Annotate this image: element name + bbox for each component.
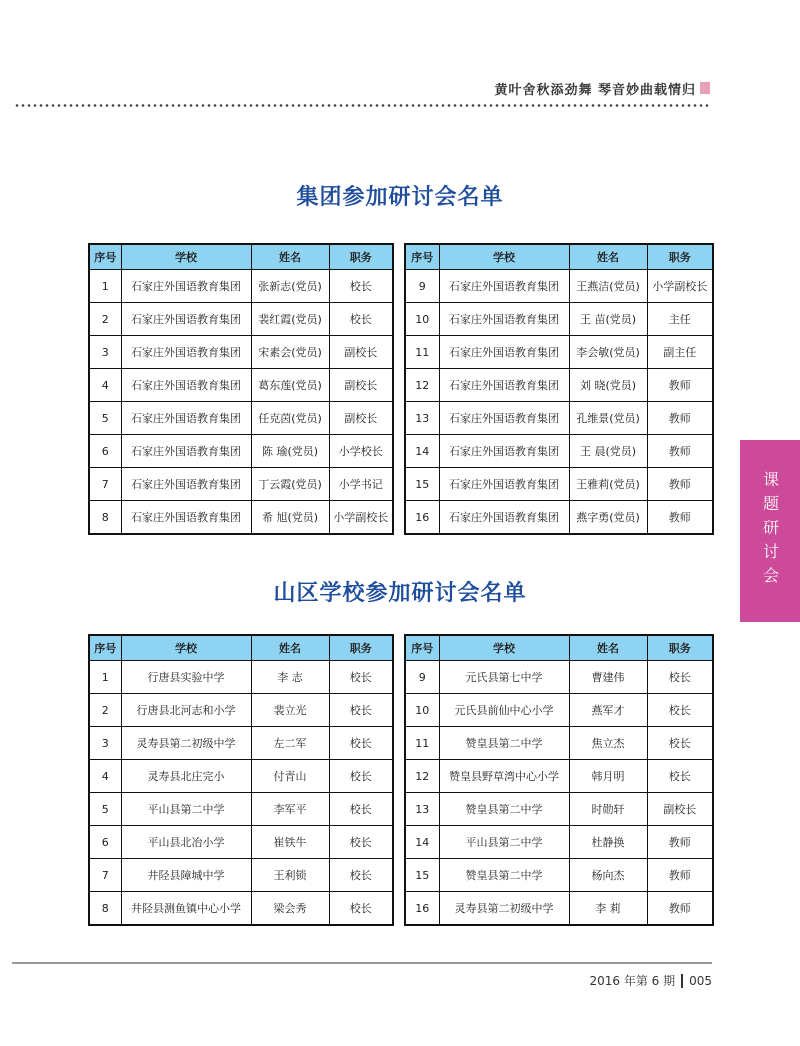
table-row [405, 826, 713, 859]
col-position-cell: 小学副校长 [647, 270, 713, 303]
col-position-cell: 校长 [329, 303, 393, 336]
col-name-cell: 李 志 [251, 661, 329, 694]
col-name-cell: 杨向杰 [569, 859, 647, 892]
group-table-right [404, 243, 714, 535]
col-school-cell: 元氏县第七中学 [439, 661, 569, 694]
col-position-cell: 副校长 [329, 336, 393, 369]
col-position-header: 职务 [329, 244, 393, 270]
col-name-cell: 王燕洁(党员) [569, 270, 647, 303]
col-name-cell: 张新志(党员) [251, 270, 329, 303]
col-position-cell: 小学书记 [329, 468, 393, 501]
table-row [89, 402, 393, 435]
col-no-cell: 5 [89, 402, 121, 435]
col-name-cell: 希 旭(党员) [251, 501, 329, 535]
table-row [405, 402, 713, 435]
col-school-cell: 石家庄外国语教育集团 [439, 435, 569, 468]
col-no-header: 序号 [405, 244, 439, 270]
col-school-cell: 井陉县测鱼镇中心小学 [121, 892, 251, 926]
col-no-cell: 10 [405, 303, 439, 336]
col-no-cell: 11 [405, 727, 439, 760]
col-position-cell: 教师 [647, 892, 713, 926]
table-row [89, 793, 393, 826]
col-name-cell: 任克茵(党员) [251, 402, 329, 435]
col-school-cell: 石家庄外国语教育集团 [439, 270, 569, 303]
col-position-cell: 校长 [329, 661, 393, 694]
col-no-cell: 14 [405, 826, 439, 859]
table-row [89, 661, 393, 694]
col-school-cell: 石家庄外国语教育集团 [439, 468, 569, 501]
col-position-cell: 校长 [329, 892, 393, 926]
table-row [405, 694, 713, 727]
table-header-row [405, 244, 713, 270]
col-school-cell: 石家庄外国语教育集团 [121, 270, 251, 303]
table-row [405, 303, 713, 336]
col-position-cell: 小学校长 [329, 435, 393, 468]
col-school-cell: 石家庄外国语教育集团 [121, 303, 251, 336]
col-no-header: 序号 [405, 635, 439, 661]
table-header-row [405, 635, 713, 661]
col-position-cell: 校长 [329, 727, 393, 760]
col-school-cell: 平山县北冶小学 [121, 826, 251, 859]
table-row [89, 336, 393, 369]
col-no-cell: 9 [405, 270, 439, 303]
footer [589, 972, 712, 989]
col-school-cell: 石家庄外国语教育集团 [121, 402, 251, 435]
col-no-cell: 12 [405, 760, 439, 793]
col-school-cell: 石家庄外国语教育集团 [439, 336, 569, 369]
table-row [405, 859, 713, 892]
col-position-cell: 教师 [647, 435, 713, 468]
col-position-cell: 副校长 [647, 793, 713, 826]
col-position-cell: 教师 [647, 501, 713, 535]
col-position-cell: 校长 [329, 859, 393, 892]
col-school-cell: 平山县第二中学 [439, 826, 569, 859]
footer-divider [12, 962, 712, 964]
col-position-cell: 副校长 [329, 369, 393, 402]
col-no-cell: 7 [89, 468, 121, 501]
col-name-cell: 崔铁牛 [251, 826, 329, 859]
col-name-cell: 左二军 [251, 727, 329, 760]
col-no-header: 序号 [89, 635, 121, 661]
table-row [405, 270, 713, 303]
col-no-cell: 10 [405, 694, 439, 727]
table-row [405, 336, 713, 369]
col-name-cell: 裴立光 [251, 694, 329, 727]
col-no-cell: 6 [89, 826, 121, 859]
col-name-cell: 刘 晓(党员) [569, 369, 647, 402]
col-name-cell: 王利锁 [251, 859, 329, 892]
col-name-cell: 焦立杰 [569, 727, 647, 760]
col-school-cell: 灵寿县第二初级中学 [121, 727, 251, 760]
col-no-cell: 14 [405, 435, 439, 468]
table-row [405, 793, 713, 826]
col-position-cell: 校长 [647, 661, 713, 694]
col-name-cell: 葛东莲(党员) [251, 369, 329, 402]
col-school-cell: 石家庄外国语教育集团 [439, 501, 569, 535]
col-position-cell: 校长 [329, 826, 393, 859]
col-position-header: 职务 [329, 635, 393, 661]
table-row [405, 369, 713, 402]
col-no-cell: 6 [89, 435, 121, 468]
col-position-cell: 副校长 [329, 402, 393, 435]
col-name-cell: 李 莉 [569, 892, 647, 926]
table-row [89, 369, 393, 402]
col-school-cell: 灵寿县北庄完小 [121, 760, 251, 793]
col-school-cell: 石家庄外国语教育集团 [121, 435, 251, 468]
col-position-cell: 教师 [647, 369, 713, 402]
col-position-cell: 主任 [647, 303, 713, 336]
table-row [405, 727, 713, 760]
table-row [405, 468, 713, 501]
col-school-cell: 石家庄外国语教育集团 [439, 303, 569, 336]
col-position-cell: 教师 [647, 826, 713, 859]
table-row [405, 501, 713, 535]
col-no-cell: 7 [89, 859, 121, 892]
table-row [405, 760, 713, 793]
section-title-mountain: 山区学校参加研讨会名单 [273, 581, 527, 606]
col-no-cell: 2 [89, 303, 121, 336]
col-school-cell: 平山县第二中学 [121, 793, 251, 826]
col-name-header: 姓名 [251, 635, 329, 661]
table-row [89, 727, 393, 760]
col-school-cell: 行唐县北河志和小学 [121, 694, 251, 727]
col-no-cell: 9 [405, 661, 439, 694]
col-no-cell: 8 [89, 892, 121, 926]
col-no-cell: 16 [405, 892, 439, 926]
col-name-cell: 王 晨(党员) [569, 435, 647, 468]
col-no-cell: 12 [405, 369, 439, 402]
col-name-cell: 燕军才 [569, 694, 647, 727]
col-no-cell: 5 [89, 793, 121, 826]
col-school-cell: 赞皇县第二中学 [439, 727, 569, 760]
col-no-cell: 4 [89, 369, 121, 402]
col-school-cell: 石家庄外国语教育集团 [121, 369, 251, 402]
col-position-header: 职务 [647, 635, 713, 661]
col-position-cell: 校长 [329, 694, 393, 727]
table-row [89, 859, 393, 892]
col-name-cell: 韩月明 [569, 760, 647, 793]
col-school-cell: 石家庄外国语教育集团 [439, 402, 569, 435]
col-position-cell: 教师 [647, 859, 713, 892]
col-position-cell: 副主任 [647, 336, 713, 369]
col-name-cell: 王 苗(党员) [569, 303, 647, 336]
col-name-cell: 李会敏(党员) [569, 336, 647, 369]
table-row [89, 303, 393, 336]
col-no-cell: 13 [405, 793, 439, 826]
col-position-cell: 校长 [647, 727, 713, 760]
col-school-header: 学校 [121, 635, 251, 661]
col-name-cell: 孔维景(党员) [569, 402, 647, 435]
col-no-cell: 1 [89, 661, 121, 694]
header-divider [14, 104, 710, 107]
col-no-cell: 11 [405, 336, 439, 369]
col-no-cell: 8 [89, 501, 121, 535]
col-name-header: 姓名 [251, 244, 329, 270]
col-no-cell: 3 [89, 727, 121, 760]
col-name-cell: 曹建伟 [569, 661, 647, 694]
col-no-cell: 2 [89, 694, 121, 727]
header-title: 黄叶舍秋添劲舞 琴音妙曲载情归 [494, 83, 696, 98]
col-name-cell: 王雅莉(党员) [569, 468, 647, 501]
col-name-cell: 杜静换 [569, 826, 647, 859]
col-position-cell: 校长 [329, 270, 393, 303]
col-name-cell: 时勋轩 [569, 793, 647, 826]
table-row [89, 468, 393, 501]
col-name-cell: 李军平 [251, 793, 329, 826]
col-no-cell: 4 [89, 760, 121, 793]
col-name-header: 姓名 [569, 635, 647, 661]
col-school-cell: 石家庄外国语教育集团 [121, 336, 251, 369]
table-header-row [89, 244, 393, 270]
col-school-cell: 石家庄外国语教育集团 [121, 501, 251, 535]
col-no-cell: 1 [89, 270, 121, 303]
section-title-group: 集团参加研讨会名单 [296, 185, 504, 210]
col-name-cell: 燕字勇(党员) [569, 501, 647, 535]
col-school-cell: 石家庄外国语教育集团 [121, 468, 251, 501]
col-name-cell: 丁云霞(党员) [251, 468, 329, 501]
col-school-cell: 赞皇县野草湾中心小学 [439, 760, 569, 793]
group-table-left [88, 243, 394, 535]
col-school-cell: 石家庄外国语教育集团 [439, 369, 569, 402]
col-name-cell: 裴红霞(党员) [251, 303, 329, 336]
col-position-cell: 教师 [647, 468, 713, 501]
col-position-cell: 校长 [329, 793, 393, 826]
table-row [89, 435, 393, 468]
col-school-header: 学校 [439, 635, 569, 661]
table-row [405, 892, 713, 926]
col-no-cell: 15 [405, 859, 439, 892]
footer-separator [681, 974, 683, 988]
table-row [89, 501, 393, 535]
col-position-cell: 小学副校长 [329, 501, 393, 535]
header-marker [700, 82, 710, 94]
col-school-cell: 赞皇县第二中学 [439, 859, 569, 892]
mountain-table-left [88, 634, 394, 926]
col-no-header: 序号 [89, 244, 121, 270]
issue-label: 2016 年第 6 期 [589, 974, 676, 988]
col-school-header: 学校 [121, 244, 251, 270]
table-header-row [89, 635, 393, 661]
col-position-cell: 校长 [647, 694, 713, 727]
col-name-cell: 陈 瑜(党员) [251, 435, 329, 468]
mountain-table-right [404, 634, 714, 926]
col-no-cell: 3 [89, 336, 121, 369]
table-row [405, 435, 713, 468]
col-school-cell: 赞皇县第二中学 [439, 793, 569, 826]
col-position-cell: 教师 [647, 402, 713, 435]
table-row [89, 760, 393, 793]
col-position-cell: 校长 [647, 760, 713, 793]
table-row [89, 892, 393, 926]
side-tab-label: 课题研讨会 [760, 471, 780, 591]
page-number: 005 [689, 973, 712, 988]
col-name-cell: 梁会秀 [251, 892, 329, 926]
table-row [405, 661, 713, 694]
col-position-cell: 校长 [329, 760, 393, 793]
table-row [89, 270, 393, 303]
col-school-cell: 井陉县障城中学 [121, 859, 251, 892]
col-school-cell: 行唐县实验中学 [121, 661, 251, 694]
col-no-cell: 16 [405, 501, 439, 535]
section-side-tab [740, 440, 800, 622]
table-row [89, 694, 393, 727]
col-no-cell: 13 [405, 402, 439, 435]
col-name-header: 姓名 [569, 244, 647, 270]
col-school-cell: 元氏县前仙中心小学 [439, 694, 569, 727]
col-name-cell: 付青山 [251, 760, 329, 793]
col-no-cell: 15 [405, 468, 439, 501]
col-school-header: 学校 [439, 244, 569, 270]
col-position-header: 职务 [647, 244, 713, 270]
col-school-cell: 灵寿县第二初级中学 [439, 892, 569, 926]
table-row [89, 826, 393, 859]
col-name-cell: 宋素会(党员) [251, 336, 329, 369]
